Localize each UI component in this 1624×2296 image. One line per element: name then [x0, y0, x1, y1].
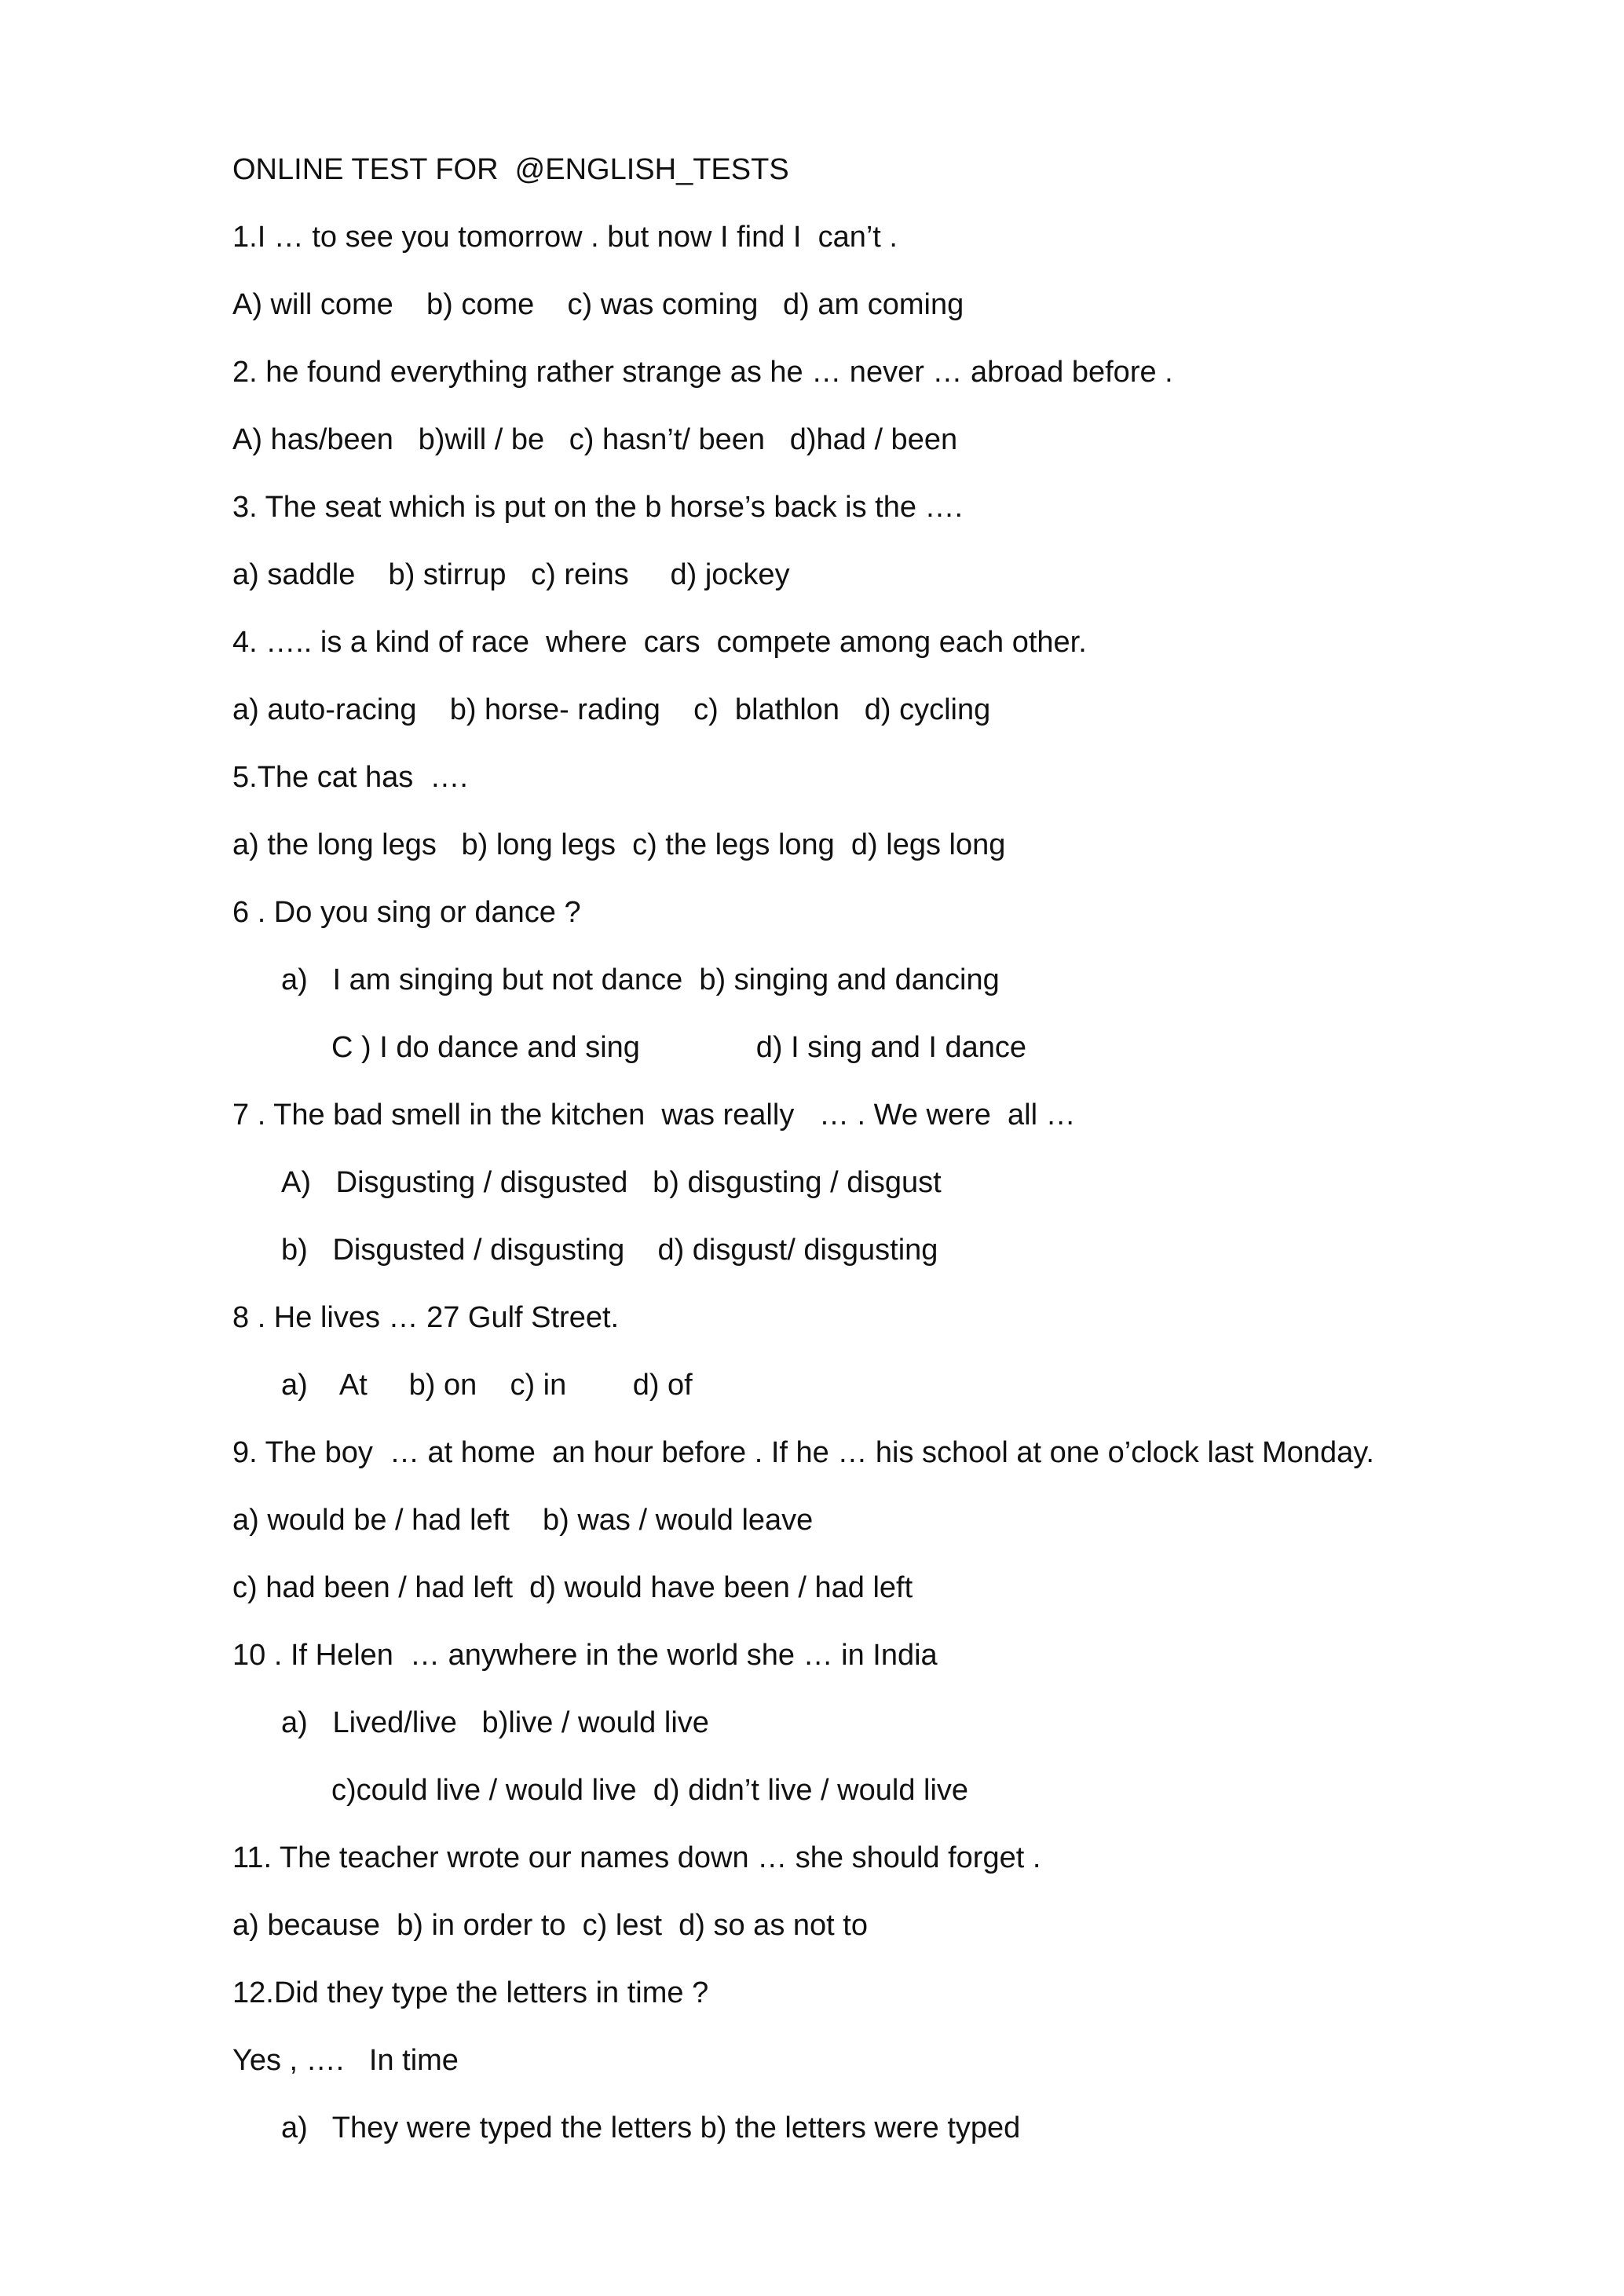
answers-7-line-1: A) Disgusting / disgusted b) disgusting / disgust	[281, 1166, 942, 1199]
question-6: 6 . Do you sing or dance ?	[232, 896, 581, 929]
question-11: 11. The teacher wrote our names down … she should forget .	[232, 1841, 1041, 1874]
answers-5: a) the long legs b) long legs c) the legs long d) legs long	[232, 828, 1006, 861]
question-10: 10 . If Helen … anywhere in the world she … in India	[232, 1639, 938, 1672]
question-9: 9. The boy … at home an hour before . If he … his school at one o’clock last Monday.	[232, 1436, 1374, 1469]
question-7: 7 . The bad smell in the kitchen was really … . We were all …	[232, 1099, 1076, 1132]
answers-8: a) At b) on c) in d) of	[281, 1369, 693, 1402]
question-2: 2. he found everything rather strange as he … never … abroad before .	[232, 356, 1173, 389]
question-8: 8 . He lives … 27 Gulf Street.	[232, 1301, 620, 1334]
question-3: 3. The seat which is put on the b horse’s back is the ….	[232, 491, 964, 524]
answers-12: a) They were typed the letters b) the letters were typed	[281, 2111, 1021, 2144]
answers-1: A) will come b) come c) was coming d) am coming	[232, 288, 964, 321]
question-12-prompt: Yes , …. In time	[232, 2044, 459, 2077]
answers-10-line-1: a) Lived/live b)live / would live	[281, 1706, 709, 1739]
test-title: ONLINE TEST FOR @ENGLISH_TESTS	[232, 153, 789, 186]
answers-6-line-2: C ) I do dance and sing d) I sing and I dance	[331, 1031, 1027, 1064]
question-4: 4. ….. is a kind of race where cars compete among each other.	[232, 626, 1087, 659]
question-1: 1.I … to see you tomorrow . but now I find I can’t .	[232, 221, 898, 254]
answers-2: A) has/been b)will / be c) hasn’t/ been d)had / been	[232, 423, 958, 456]
answers-11: a) because b) in order to c) lest d) so as not to	[232, 1909, 868, 1942]
question-12: 12.Did they type the letters in time ?	[232, 1976, 709, 2009]
answers-3: a) saddle b) stirrup c) reins d) jockey	[232, 558, 790, 591]
answers-7-line-2: b) Disgusted / disgusting d) disgust/ disgusting	[281, 1234, 938, 1267]
answers-9-line-2: c) had been / had left d) would have been / had left	[232, 1571, 913, 1604]
answers-4: a) auto-racing b) horse- rading c) blathlon d) cycling	[232, 693, 991, 726]
answers-9-line-1: a) would be / had left b) was / would leave	[232, 1504, 814, 1537]
answers-10-line-2: c)could live / would live d) didn’t live / would live	[331, 1774, 969, 1807]
answers-6-line-1: a) I am singing but not dance b) singing and dancing	[281, 963, 1000, 996]
question-5: 5.The cat has ….	[232, 761, 468, 794]
